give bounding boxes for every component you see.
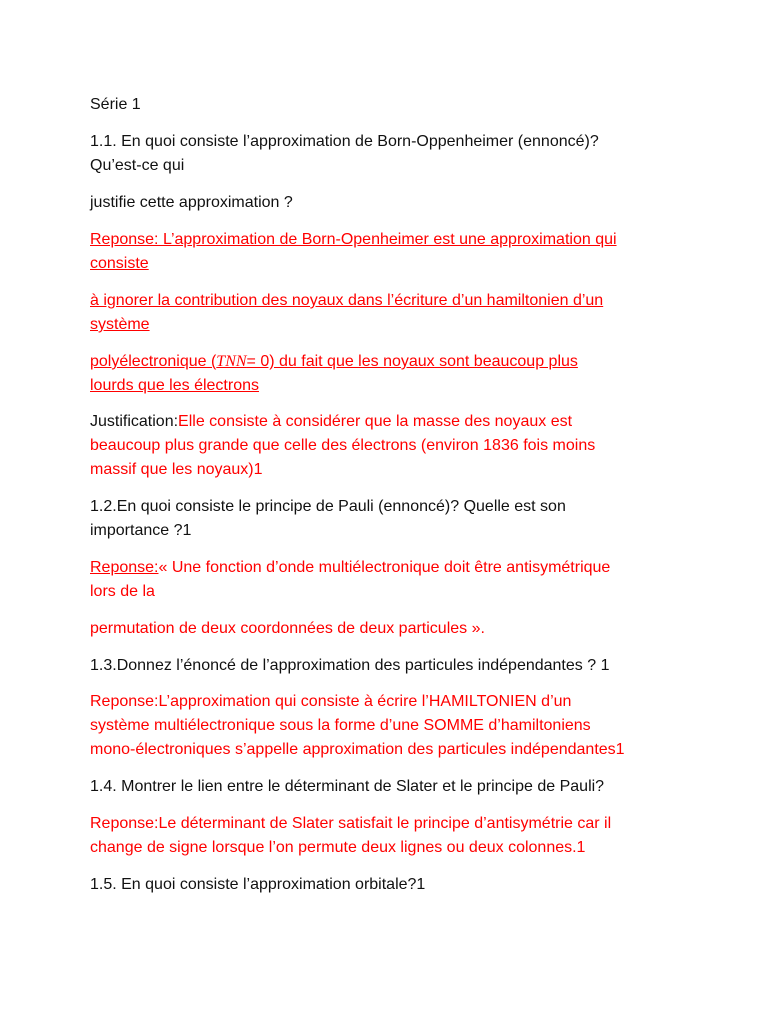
answer-1-1-line-6: lourds que les électrons bbox=[90, 377, 259, 394]
question-1-4: 1.4. Montrer le lien entre le déterminant de Slater et le principe de Pauli? bbox=[90, 778, 605, 795]
question-1-5: 1.5. En quoi consiste l’approximation orbitale?1 bbox=[90, 876, 426, 893]
answer-1-3-line-3: mono-électroniques s’appelle approximation des particules indépendantes1 bbox=[90, 741, 625, 758]
question-1-1-line-1: 1.1. En quoi consiste l’approximation de Born-Oppenheimer (ennoncé)? bbox=[90, 133, 599, 150]
answer-1-4-line-2: change de signe lorsque l’on permute deux lignes ou deux colonnes.1 bbox=[90, 839, 586, 856]
justification-line-3: massif que les noyaux)1 bbox=[90, 461, 263, 478]
series-title: Série 1 bbox=[90, 96, 141, 113]
answer-1-2-line-3: permutation de deux coordonnées de deux particules ». bbox=[90, 620, 485, 637]
answer-1-1-line-2: consiste bbox=[90, 255, 149, 272]
question-1-1-line-2: Qu’est-ce qui bbox=[90, 157, 185, 174]
justification-line-2: beaucoup plus grande que celle des électrons (environ 1836 fois moins bbox=[90, 437, 596, 454]
answer-1-1-pre-symbol: polyélectronique ( bbox=[90, 353, 217, 370]
justification-text: Elle consiste à considérer que la masse des noyaux est bbox=[178, 413, 573, 430]
answer-1-2-line-2: lors de la bbox=[90, 583, 155, 600]
answer-1-4-line-1: Reponse:Le déterminant de Slater satisfait le principe d’antisymétrie car il bbox=[90, 815, 612, 832]
answer-1-3-line-1: Reponse:L’approximation qui consiste à écrire l’HAMILTONIEN d’un bbox=[90, 693, 572, 710]
answer-1-3-line-2: système multiélectronique sous la forme d’une SOMME d’hamiltoniens bbox=[90, 717, 591, 734]
answer-1-1-post-symbol: = 0) du fait que les noyaux sont beaucoup plus bbox=[246, 353, 578, 370]
question-1-2-line-1: 1.2.En quoi consiste le principe de Pauli (ennoncé)? Quelle est son bbox=[90, 498, 566, 515]
answer-1-2-line-1 bbox=[90, 556, 690, 580]
question-1-2-line-2: importance ?1 bbox=[90, 522, 192, 539]
justification-label: Justification: bbox=[90, 413, 179, 430]
question-1-3: 1.3.Donnez l’énoncé de l’approximation des particules indépendantes ? 1 bbox=[90, 657, 610, 674]
answer-1-1-line-5 bbox=[90, 350, 690, 374]
answer-1-1-line-3: à ignorer la contribution des noyaux dans l’écriture d’un hamiltonien d’un bbox=[90, 292, 604, 309]
question-1-1-line-3: justifie cette approximation ? bbox=[90, 194, 293, 211]
justification-line-1 bbox=[90, 410, 690, 434]
answer-1-2-label: Reponse: bbox=[90, 559, 159, 576]
answer-1-1-line-1: Reponse: L’approximation de Born-Openheimer est une approximation qui bbox=[90, 231, 617, 248]
answer-1-2-text: « Une fonction d’onde multiélectronique doit être antisymétrique bbox=[158, 559, 611, 576]
answer-1-1-line-4: système bbox=[90, 316, 150, 333]
tnn-symbol: TNN bbox=[216, 353, 247, 370]
